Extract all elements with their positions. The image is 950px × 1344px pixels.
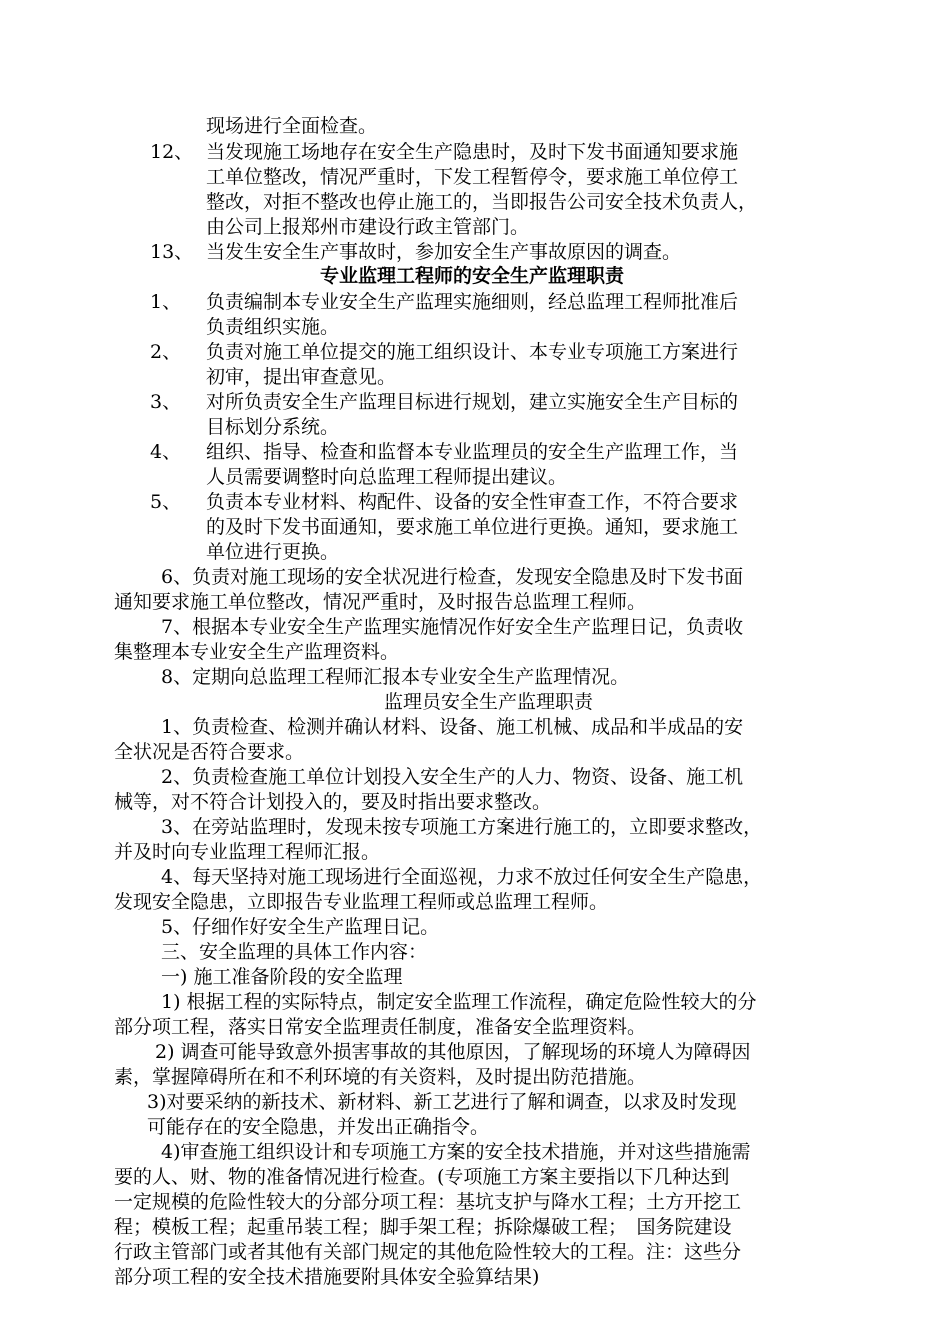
specialist-item-line: 负责组织实施。	[206, 316, 340, 338]
para8: 8、定期向总监理工程师汇报本专业安全生产监理情况。	[161, 666, 630, 688]
para6-line: 通知要求施工单位整改，情况严重时，及时报告总监理工程师。	[114, 591, 647, 613]
specialist-item-number: 4、	[150, 441, 182, 463]
specialist-item-line: 的及时下发书面通知，要求施工单位进行更换。通知，要求施工	[206, 516, 739, 538]
p1-line: 部分项工程，落实日常安全监理责任制度，准备安全监理资料。	[114, 1016, 647, 1038]
specialist-item-line: 负责编制本专业安全生产监理实施细则，经总监理工程师批准后	[206, 291, 739, 313]
p4-line: 要的人、财、物的准备情况进行检查。(专项施工方案主要指以下几种达到	[114, 1166, 730, 1188]
item12-line: 由公司上报郑州市建设行政主管部门。	[206, 216, 530, 238]
specialist-item-line: 单位进行更换。	[206, 541, 340, 563]
item13-text: 当发生安全生产事故时，参加安全生产事故原因的调查。	[206, 241, 682, 263]
p4-line: 程；模板工程；起重吊装工程；脚手架工程；拆除爆破工程； 国务院建设	[114, 1216, 732, 1238]
p4-line: 一定规模的危险性较大的分部分项工程：基坑支护与降水工程；土方开挖工	[114, 1191, 742, 1213]
specialist-item-line: 负责本专业材料、构配件、设备的安全性审查工作，不符合要求	[206, 491, 739, 513]
p3-line: 可能存在的安全隐患，并发出正确指令。	[147, 1116, 490, 1138]
item12-line: 工单位整改，情况严重时，下发工程暂停令，要求施工单位停工	[206, 166, 739, 188]
sup3-line: 并及时向专业监理工程师汇报。	[114, 841, 381, 863]
specialist-item-number: 3、	[150, 391, 182, 413]
item12-line: 整改，对拒不整改也停止施工的，当即报告公司安全技术负责人，	[206, 191, 758, 213]
sup5: 5、仔细作好安全生产监理日记。	[161, 916, 440, 938]
sup4-line: 发现安全隐患，立即报告专业监理工程师或总监理工程师。	[114, 891, 609, 913]
sup4-line: 4、每天坚持对施工现场进行全面巡视，力求不放过任何安全生产隐患，	[161, 866, 763, 888]
sup2-line: 械等，对不符合计划投入的，要及时指出要求整改。	[114, 791, 552, 813]
item11-continuation: 现场进行全面检查。	[206, 115, 378, 137]
p2-line: 素，掌握障碍所在和不利环境的有关资料，及时提出防范措施。	[114, 1066, 647, 1088]
item12-line: 当发现施工场地存在安全生产隐患时，及时下发书面通知要求施	[206, 141, 739, 163]
sup1-line: 全状况是否符合要求。	[114, 741, 305, 763]
specialist-item-number: 2、	[150, 341, 182, 363]
p3-line: 3)对要采纳的新技术、新材料、新工艺进行了解和调查，以求及时发现	[147, 1091, 737, 1113]
sup2-line: 2、负责检查施工单位计划投入安全生产的人力、物资、设备、施工机	[161, 766, 744, 788]
specialist-item-number: 5、	[150, 491, 182, 513]
specialist-item-line: 组织、指导、检查和监督本专业监理员的安全生产监理工作，当	[206, 441, 739, 463]
item13-number: 13、	[150, 241, 194, 263]
specialist-item-line: 负责对施工单位提交的施工组织设计、本专业专项施工方案进行	[206, 341, 739, 363]
sup1-line: 1、负责检查、检测并确认材料、设备、施工机械、成品和半成品的安	[161, 716, 744, 738]
para7-line: 7、根据本专业安全生产监理实施情况作好安全生产监理日记，负责收	[161, 616, 744, 638]
specialist-item-line: 初审，提出审查意见。	[206, 366, 397, 388]
p4-line: 4)审查施工组织设计和专项施工方案的安全技术措施，并对这些措施需	[161, 1141, 751, 1163]
heading-supervisor-duties: 监理员安全生产监理职责	[384, 691, 594, 713]
p4-line: 行政主管部门或者其他有关部门规定的其他危险性较大的工程。注：这些分	[114, 1241, 742, 1263]
specialist-item-line: 对所负责安全生产监理目标进行规划，建立实施安全生产目标的	[206, 391, 739, 413]
p1-line: 1) 根据工程的实际特点，制定安全监理工作流程，确定危险性较大的分	[161, 991, 757, 1013]
heading-specialist-duties: 专业监理工程师的安全生产监理职责	[320, 265, 625, 287]
para6-line: 6、负责对施工现场的安全状况进行检查，发现安全隐患及时下发书面	[161, 566, 744, 588]
subsection1-heading: 一) 施工准备阶段的安全监理	[161, 966, 403, 988]
para7-line: 集整理本专业安全生产监理资料。	[114, 641, 400, 663]
section3-heading: 三、安全监理的具体工作内容：	[161, 941, 428, 963]
p2-line: 2) 调查可能导致意外损害事故的其他原因，了解现场的环境人为障碍因	[155, 1041, 751, 1063]
specialist-item-line: 目标划分系统。	[206, 416, 340, 438]
item12-number: 12、	[150, 141, 194, 163]
p4-line: 部分项工程的安全技术措施要附具体安全验算结果)	[114, 1266, 540, 1288]
specialist-item-number: 1、	[150, 291, 182, 313]
sup3-line: 3、在旁站监理时，发现未按专项施工方案进行施工的，立即要求整改，	[161, 816, 763, 838]
specialist-item-line: 人员需要调整时向总监理工程师提出建议。	[206, 466, 568, 488]
